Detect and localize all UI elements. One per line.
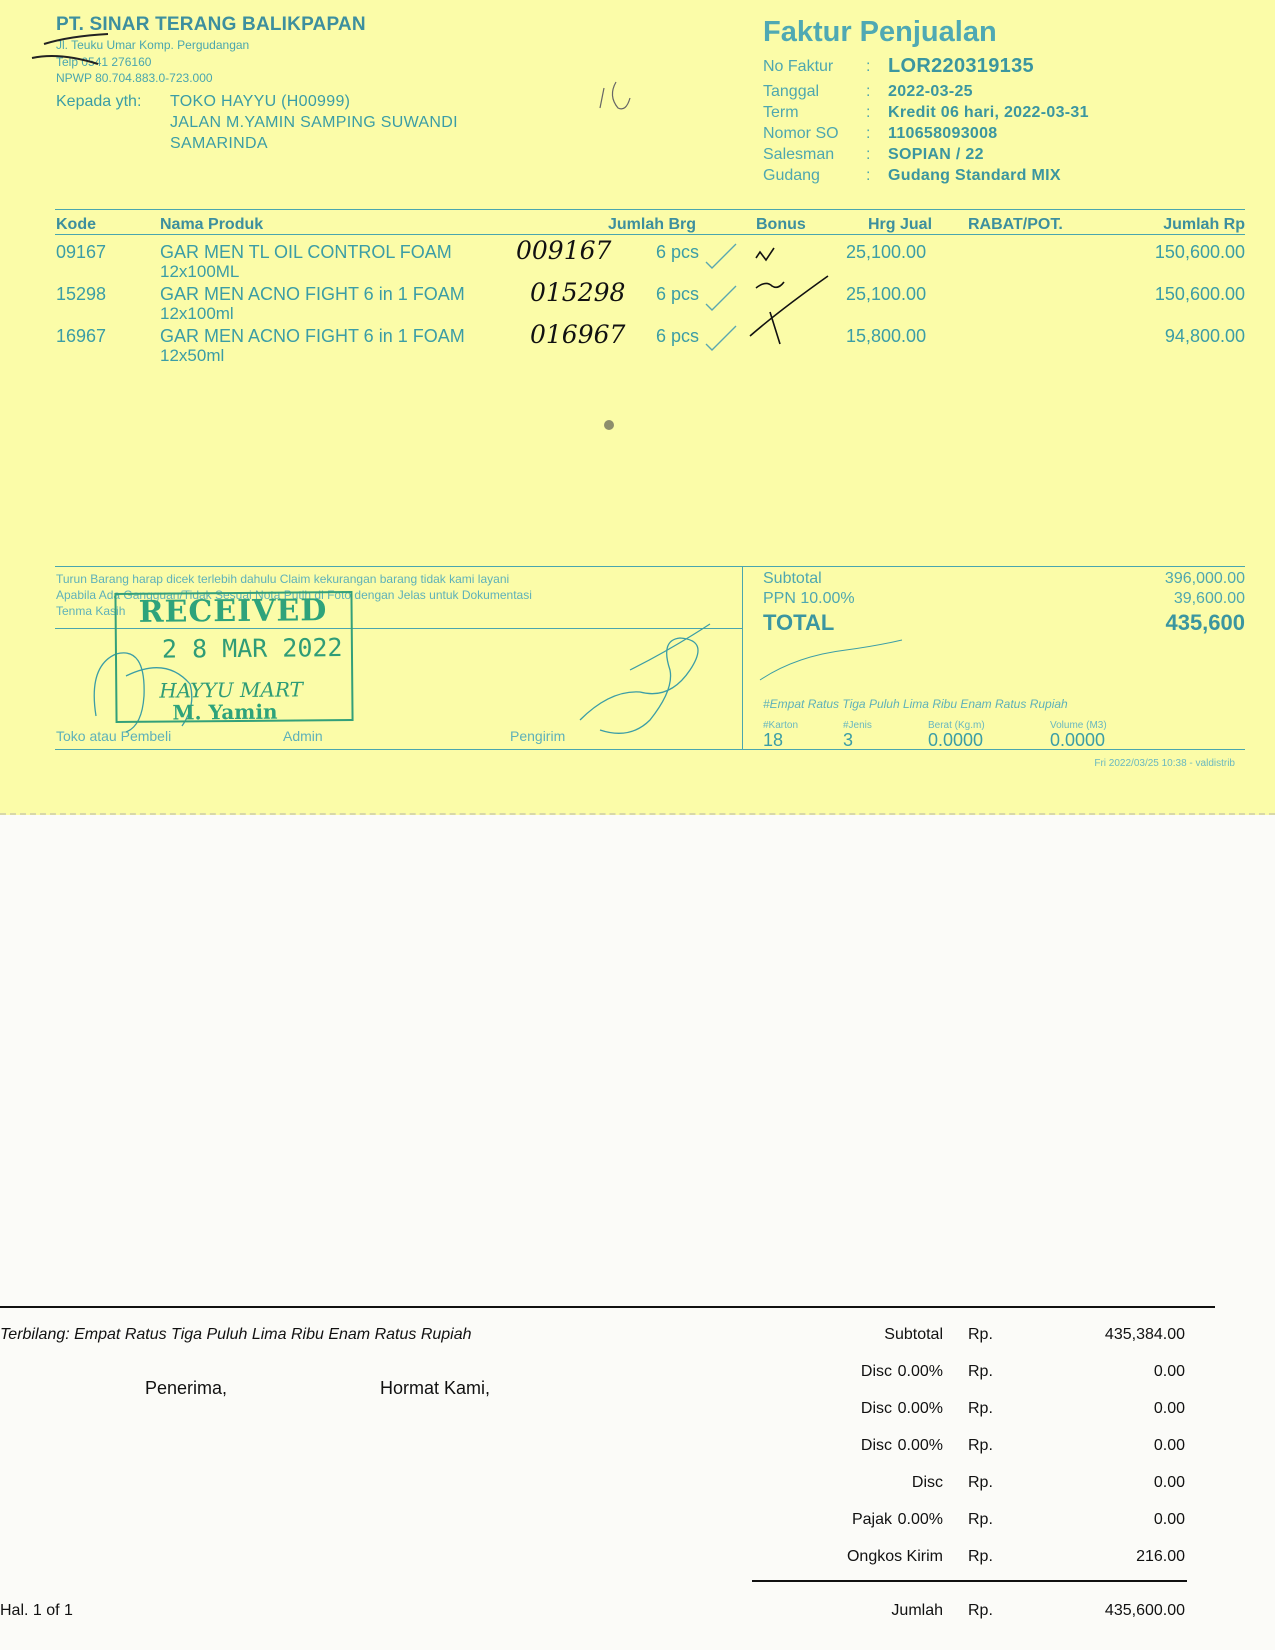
currency-label: Rp. <box>968 1602 993 1619</box>
summary-pct: 0.00% <box>897 1363 943 1380</box>
column-header-bonus: Bonus <box>756 216 806 233</box>
row-qty: 6 pcs <box>656 242 700 262</box>
currency-label: Rp. <box>968 1437 993 1454</box>
meta-label: Term <box>763 104 799 121</box>
recipient-name: TOKO HAYYU (H00999) <box>170 93 351 110</box>
summary-value: 0.00 <box>1153 1363 1185 1380</box>
berat-label: Berat (Kg.m) <box>928 720 985 731</box>
company-address: Jl. Teuku Umar Komp. Pergudangan <box>56 38 250 52</box>
summary-label: Disc <box>860 1363 892 1380</box>
pen-check-marks <box>700 240 830 360</box>
summary-label: Disc <box>911 1474 943 1491</box>
handwritten-code: 009167 <box>516 236 612 265</box>
column-header-nama: Nama Produk <box>160 216 264 233</box>
ppn-label: PPN 10.00% <box>763 590 855 607</box>
summary-pct: 0.00% <box>897 1511 943 1528</box>
footer-divider <box>742 566 743 749</box>
summary-label: Subtotal <box>884 1326 943 1343</box>
stamp-name: M. Yamin <box>172 699 278 725</box>
currency-label: Rp. <box>968 1326 993 1343</box>
column-header-kode: Kode <box>56 216 96 233</box>
received-stamp <box>114 591 353 723</box>
row-nama-pack: 12x100ML <box>160 262 240 281</box>
summary-label: Disc <box>860 1437 892 1454</box>
regards-label: Hormat Kami, <box>380 1378 491 1398</box>
handwritten-code: 016967 <box>530 320 626 349</box>
row-harga: 25,100.00 <box>846 242 927 262</box>
currency-label: Rp. <box>968 1511 993 1528</box>
table-header-rule <box>55 234 1245 235</box>
ink-blot <box>604 420 614 430</box>
meta-colon: : <box>866 167 871 184</box>
row-jumlah: 150,600.00 <box>1154 284 1245 304</box>
meta-colon: : <box>866 58 871 75</box>
total-label: TOTAL <box>763 610 835 635</box>
summary-value: 0.00 <box>1153 1474 1185 1491</box>
summary-top-rule <box>0 1306 1215 1308</box>
column-header-qty: Jumlah Brg <box>608 216 697 233</box>
jenis-value: 3 <box>843 730 854 750</box>
meta-label: Salesman <box>763 146 835 163</box>
company-npwp: NPWP 80.704.883.0-723.000 <box>56 71 213 85</box>
summary-pct: 0.00% <box>897 1400 943 1417</box>
pen-scribble <box>596 78 646 118</box>
summary-pct: 0.00% <box>897 1437 943 1454</box>
stamp-store: HAYYU MART <box>159 677 304 703</box>
print-timestamp: Fri 2022/03/25 10:38 - valdistrib <box>1094 758 1235 769</box>
row-kode: 16967 <box>56 326 107 346</box>
signature-scribble-total <box>756 636 906 686</box>
row-qty: 6 pcs <box>656 326 700 346</box>
currency-label: Rp. <box>968 1474 993 1491</box>
document-title: Faktur Penjualan <box>763 16 997 48</box>
karton-value: 18 <box>763 730 784 750</box>
jumlah-value: 435,600.00 <box>1104 1602 1185 1619</box>
currency-label: Rp. <box>968 1363 993 1380</box>
row-nama: GAR MEN ACNO FIGHT 6 in 1 FOAM <box>160 326 465 346</box>
amount-in-words: #Empat Ratus Tiga Puluh Lima Ribu Enam Ratus Rupiah <box>763 697 1068 711</box>
row-harga: 25,100.00 <box>846 284 927 304</box>
jenis-label: #Jenis <box>843 720 872 731</box>
company-name: PT. SINAR TERANG BALIKPAPAN <box>56 14 366 35</box>
row-kode: 09167 <box>56 242 107 262</box>
row-nama: GAR MEN TL OIL CONTROL FOAM <box>160 242 452 262</box>
page-number: Hal. 1 of 1 <box>0 1602 73 1619</box>
recipient-city: SAMARINDA <box>170 135 268 152</box>
invoice-date: 2022-03-25 <box>888 83 973 100</box>
invoice-slip <box>0 0 1275 815</box>
karton-label: #Karton <box>763 720 799 731</box>
row-jumlah: 150,600.00 <box>1154 242 1245 262</box>
summary-value: 0.00 <box>1153 1400 1185 1417</box>
meta-label: Nomor SO <box>763 125 839 142</box>
amount-in-words-bottom: Terbilang: Empat Ratus Tiga Puluh Lima Ribu Enam Ratus Rupiah <box>0 1326 472 1343</box>
sales-order-number: 110658093008 <box>888 125 998 142</box>
meta-label: Tanggal <box>763 83 820 100</box>
stamp-date: 2 8 MAR 2022 <box>161 633 343 664</box>
row-jumlah: 94,800.00 <box>1164 326 1245 346</box>
currency-label: Rp. <box>968 1548 993 1565</box>
terms-line: Apabila Ada Gangguan/Tidak Sesuai Nota Putih di Foto dengan Jelas untuk Dokumentasi <box>56 588 532 602</box>
subtotal-label: Subtotal <box>763 570 822 587</box>
summary-label: Pajak <box>851 1511 892 1528</box>
jumlah-label: Jumlah <box>891 1602 943 1619</box>
meta-label: No Faktur <box>763 58 834 75</box>
meta-colon: : <box>866 83 871 100</box>
volume-value: 0.0000 <box>1050 730 1106 750</box>
table-top-rule <box>55 209 1245 210</box>
column-header-jumlah: Jumlah Rp <box>1163 216 1245 233</box>
signature-admin-label: Admin <box>283 728 323 744</box>
meta-label: Gudang <box>763 167 820 184</box>
row-kode: 15298 <box>56 284 107 304</box>
signature-scribble-sender <box>570 610 720 750</box>
berat-value: 0.0000 <box>928 730 984 750</box>
meta-colon: : <box>866 125 871 142</box>
summary-label: Disc <box>860 1400 892 1417</box>
footer-top-rule <box>55 566 1245 567</box>
row-harga: 15,800.00 <box>846 326 927 346</box>
invoice-term: Kredit 06 hari, 2022-03-31 <box>888 104 1089 121</box>
row-qty: 6 pcs <box>656 284 700 304</box>
stamp-title: RECEIVED <box>138 593 328 630</box>
summary-value: 435,384.00 <box>1104 1326 1185 1343</box>
subtotal-value: 396,000.00 <box>1164 570 1245 587</box>
invoice-number: LOR220319135 <box>888 55 1034 77</box>
signature-buyer-label: Toko atau Pembeli <box>56 728 172 744</box>
ppn-value: 39,600.00 <box>1173 590 1245 607</box>
terms-line: Turun Barang harap dicek terlebih dahulu Claim kekurangan barang tidak kami layani <box>56 572 510 586</box>
summary-value: 216.00 <box>1136 1548 1185 1565</box>
row-nama-pack: 12x50ml <box>160 346 225 365</box>
recipient-label: Kepada yth: <box>56 93 142 110</box>
meta-colon: : <box>866 146 871 163</box>
summary-label: Ongkos Kirim <box>846 1548 943 1565</box>
recipient-address: JALAN M.YAMIN SAMPING SUWANDI <box>170 114 458 131</box>
row-nama-pack: 12x100ml <box>160 304 234 323</box>
summary-value: 0.00 <box>1153 1437 1185 1454</box>
meta-colon: : <box>866 104 871 121</box>
company-phone: Telp 0541 276160 <box>56 55 152 69</box>
receiver-label: Penerima, <box>145 1378 228 1398</box>
salesman: SOPIAN / 22 <box>888 146 984 163</box>
row-nama: GAR MEN ACNO FIGHT 6 in 1 FOAM <box>160 284 465 304</box>
currency-label: Rp. <box>968 1400 993 1417</box>
jumlah-rule <box>752 1580 1187 1582</box>
volume-label: Volume (M3) <box>1050 720 1107 731</box>
summary-value: 0.00 <box>1153 1511 1185 1528</box>
column-header-rabat: RABAT/POT. <box>968 216 1063 233</box>
handwritten-code: 015298 <box>530 278 626 307</box>
terms-line: Tenma Kasih <box>56 604 126 618</box>
column-header-harga: Hrg Jual <box>868 216 933 233</box>
pen-strike-mark <box>30 30 110 66</box>
signature-sender-label: Pengirim <box>510 728 566 744</box>
warehouse: Gudang Standard MIX <box>888 167 1061 184</box>
total-value: 435,600 <box>1165 610 1245 635</box>
